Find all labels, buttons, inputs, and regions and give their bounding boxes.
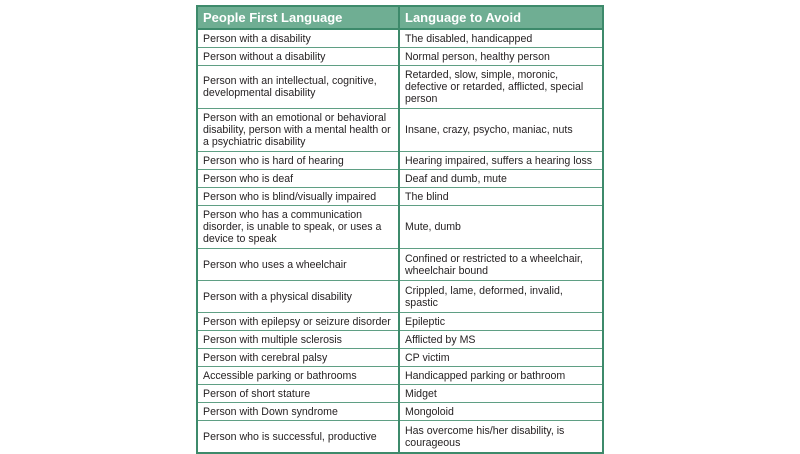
table-row [197, 349, 603, 367]
column-header-people-first: People First Language [197, 6, 399, 29]
avoid-cell: Confined or restricted to a wheelchair, wheelchair bound [399, 249, 603, 281]
people-first-language-table [196, 5, 604, 454]
avoid-cell: Midget [399, 385, 603, 403]
table-row [197, 170, 603, 188]
table-row [197, 152, 603, 170]
people-first-cell: Person of short stature [197, 385, 399, 403]
avoid-cell: The disabled, handicapped [399, 29, 603, 48]
avoid-cell: Crippled, lame, deformed, invalid, spastic [399, 281, 603, 313]
avoid-cell: Has overcome his/her disability, is courageous [399, 421, 603, 454]
people-first-cell: Person who is hard of hearing [197, 152, 399, 170]
people-first-cell: Person with multiple sclerosis [197, 331, 399, 349]
people-first-cell: Person without a disability [197, 48, 399, 66]
people-first-cell: Person with a disability [197, 29, 399, 48]
table-row [197, 421, 603, 454]
table-row [197, 249, 603, 281]
people-first-cell: Accessible parking or bathrooms [197, 367, 399, 385]
people-first-cell: Person with a physical disability [197, 281, 399, 313]
table-row [197, 29, 603, 48]
avoid-cell: Normal person, healthy person [399, 48, 603, 66]
avoid-cell: Insane, crazy, psycho, maniac, nuts [399, 109, 603, 152]
people-first-cell: Person who has a communication disorder, is unable to speak, or uses a device to speak [197, 206, 399, 249]
people-first-cell: Person with an emotional or behavioral disability, person with a mental health or a psychiatric disability [197, 109, 399, 152]
table-row [197, 385, 603, 403]
table-row [197, 367, 603, 385]
avoid-cell: CP victim [399, 349, 603, 367]
people-first-cell: Person who is blind/visually impaired [197, 188, 399, 206]
avoid-cell: Mute, dumb [399, 206, 603, 249]
avoid-cell: Handicapped parking or bathroom [399, 367, 603, 385]
table-row [197, 66, 603, 109]
table-row [197, 188, 603, 206]
avoid-cell: Hearing impaired, suffers a hearing loss [399, 152, 603, 170]
avoid-cell: Retarded, slow, simple, moronic, defective or retarded, afflicted, special person [399, 66, 603, 109]
people-first-cell: Person who is successful, productive [197, 421, 399, 454]
people-first-cell: Person with epilepsy or seizure disorder [197, 313, 399, 331]
people-first-cell: Person who uses a wheelchair [197, 249, 399, 281]
table-row [197, 109, 603, 152]
people-first-cell: Person who is deaf [197, 170, 399, 188]
avoid-cell: Afflicted by MS [399, 331, 603, 349]
table-row [197, 206, 603, 249]
people-first-cell: Person with cerebral palsy [197, 349, 399, 367]
avoid-cell: Deaf and dumb, mute [399, 170, 603, 188]
people-first-cell: Person with an intellectual, cognitive, developmental disability [197, 66, 399, 109]
table-row [197, 281, 603, 313]
table-row [197, 403, 603, 421]
table-row [197, 331, 603, 349]
table-row [197, 48, 603, 66]
table-row [197, 313, 603, 331]
people-first-cell: Person with Down syndrome [197, 403, 399, 421]
column-header-language-to-avoid: Language to Avoid [399, 6, 603, 29]
avoid-cell: The blind [399, 188, 603, 206]
avoid-cell: Epileptic [399, 313, 603, 331]
table-header-row [197, 6, 603, 29]
avoid-cell: Mongoloid [399, 403, 603, 421]
